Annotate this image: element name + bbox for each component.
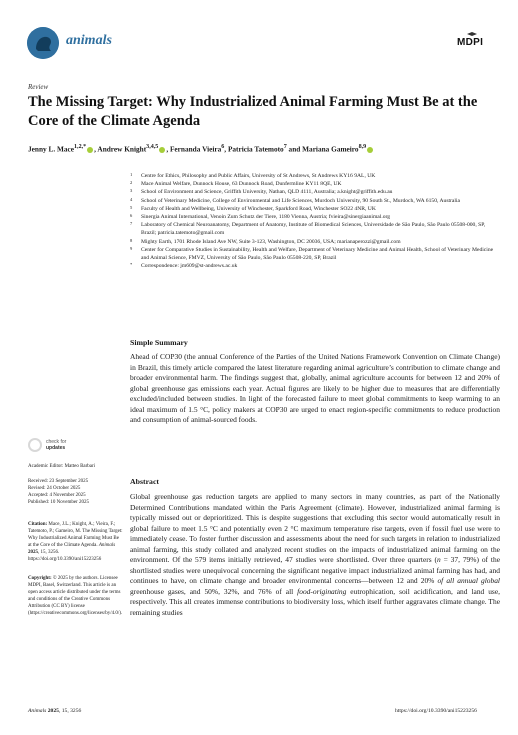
affiliation-number: 4 — [130, 196, 133, 202]
affiliation-text: Centre for Ethics, Philosophy and Public Affairs, University of St Andrews, St Andrews KY16 9AL, UK — [141, 173, 376, 179]
article-title: The Missing Target: Why Industrialized Animal Farming Must Be at the Core of the Climate Agenda — [28, 94, 478, 129]
affiliation-number: * — [130, 262, 133, 268]
abstract-text-part: greenhouse gases, and 50%, 32%, and 76% of all — [130, 586, 298, 596]
affiliation-number: 8 — [130, 237, 133, 243]
affiliation-text: School of Veterinary Medicine, College of Environmental and Life Sciences, Murdoch University, 90 South St., Murdoch, WA 6150, Australia — [141, 197, 460, 204]
affiliation-text: Laboratory of Chemical Neuroanatomy, Department of Anatomy, Institute of Biomedical Sciences, Universidade de São Paulo, São Paulo 05508-000, SP, Brazil; patricia.tatemoto@gmail.com — [141, 222, 486, 237]
affiliation-item — [130, 188, 500, 196]
date-received: Received: 23 September 2025 — [28, 479, 89, 484]
footer-year: 2025 — [47, 708, 59, 714]
date-accepted: Accepted: 4 November 2025 — [28, 493, 86, 498]
check-updates-line: updates — [46, 445, 66, 451]
simple-summary-text: Ahead of COP30 (the annual Conference of the Parties of the United Nations Framework Convention on Climate Change) in Brazil, this timely article compared the latest literature regarding animal agriculture’s contribution to climate change and broader environmental harm. The findings suggest that, globally, animal agriculture accounts for between 12 and 20% of global greenhouse gas emissions each year. Actual figures are likely to be higher due to measures that are differentially excluded/included between studies. In light of the forecasted failure to meet global commitments to keep warming to an ideal maximum of 1.5 °C, policy makers at COP30 are urged to enact region-specific commitments to reduce production and consumption of animal-sourced foods. — [130, 352, 500, 424]
citation-block — [28, 521, 123, 563]
affiliation-text: Sinergia Animal International, Venoin Zum Schutz der Tiere, 1180 Vienna, Austria; fvieira@sinergiaanimal.org — [141, 214, 391, 221]
orcid-icon[interactable] — [367, 147, 373, 153]
citation-text: Mace, J.L.; Knight, A.; Vieira, F.; Tatemoto, P.; Gameiro, M. The Missing Target: Why Industrialized Animal Farming Must Be at the Core of the Climate Agenda. — [28, 522, 123, 548]
footer-citation — [28, 708, 81, 714]
affiliation-number: 2 — [130, 180, 133, 186]
author-affil-sup: 1,2,* — [74, 144, 87, 150]
affiliation-text: Mighty Earth, 1701 Rhode Island Ave NW, Suite 3-123, Washington, DC 20036, USA; marianaperozzi@gmail.com — [141, 238, 401, 245]
author-separator: , — [224, 144, 228, 154]
correspondence-item — [130, 262, 500, 270]
academic-editor: Academic Editor: Matteo Barbari — [28, 464, 96, 469]
check-updates-label — [46, 439, 66, 451]
citation-year: 2025 — [28, 550, 38, 555]
affiliation-text: School of Environment and Science, Griffith University, Nathan, QLD 4111, Australia; a.knight@griffith.edu.au — [141, 189, 393, 196]
abstract-italic: of all annual global — [437, 576, 500, 585]
article-type: Review — [28, 83, 49, 91]
citation-journal: Animals — [98, 543, 116, 548]
author-separator: and — [286, 144, 303, 154]
journal-logo-icon — [27, 27, 59, 59]
affiliation-number: 1 — [130, 172, 133, 177]
affiliation-number: 9 — [130, 245, 133, 251]
author-affil-sup: 8,9 — [358, 144, 367, 150]
abstract-text-part: eutrophication, soil acidification, and land use, respectively. This all creates immense contributions to biodiversity loss, which itself further aggravates climate change. The remaining studies — [130, 586, 500, 617]
author-affil-sup: 3,4,5 — [146, 144, 159, 150]
orcid-icon[interactable] — [159, 147, 165, 153]
check-updates-icon — [28, 438, 42, 452]
correspondence-text[interactable]: Correspondence: jm609@st-andrews.ac.uk — [141, 263, 238, 270]
author-name[interactable]: Fernanda Vieira — [169, 144, 222, 154]
abstract-heading: Abstract — [130, 477, 160, 486]
citation-doi[interactable]: , 15, 3256. https://doi.org/10.3390/ani15223256 — [28, 550, 102, 562]
affiliation-item — [130, 205, 500, 213]
copyright-text: © 2025 by the authors. Licensee MDPI, Basel, Switzerland. This article is an open access article distributed under the terms and conditions of the Creative Commons Attribution (CC BY) license (https://creativecommons.org/licenses/by/4.0/). — [28, 576, 123, 616]
affiliation-text: Mace Animal Welfare, Dunnock House, 63 Dunnock Road, Dunfermline KY11 8QE, UK — [141, 181, 342, 188]
affiliation-text: Center for Comparative Studies in Sustainability, Health and Welfare, Department of Veterinary Medicine and Animal Health, School of Veterinary Medicine and Animal Science, FMVZ, University of São Paulo, São Paulo 05508-220, SP, Brazil — [141, 246, 494, 262]
footer-doi[interactable]: https://doi.org/10.3390/ani15223256 — [395, 708, 477, 714]
abstract-text-part: = 37, 79%) of the shortlisted studies were unequivocal concerning the significant negative impact industrialized animal farming has had, and continues to have, on climate change and broader environmental concerns—between 12 and 20% — [130, 555, 500, 585]
check-updates-line: check for — [46, 439, 67, 445]
author-name[interactable]: Patricia Tatemoto — [227, 144, 284, 154]
date-published: Published: 10 November 2025 — [28, 500, 89, 505]
affiliation-number: 6 — [130, 213, 133, 219]
abstract-text-part: Global greenhouse gas reduction targets are applied to many sectors in many countries, as part of the Nationally Determined Contributions mandated within the Paris Agreement (climate). However, industrialized animal farming is typically missed out or deprioritized. This is despite suggestions that excluding this sector would automatically result in global failure to meet 1.5 °C and potentially even 2 °C maximum temperature rise targets, even if fossil fuel use were to immediately cease. To foster further discussion and assessments about the need for such targets in relation to industrialized animal farming, this study collated and analyzed recent studies on the impacts of industrialized animal farming on the environment. Of the 579 items initially retrieved, 47 studies were shortlisted. Over three quarters ( — [130, 492, 500, 564]
simple-summary-heading: Simple Summary — [130, 338, 188, 347]
author-separator: , — [94, 144, 98, 154]
author-name[interactable]: Mariana Gameiro — [302, 144, 359, 154]
author-name[interactable]: Jenny L. Mace — [28, 144, 75, 154]
affiliation-item — [130, 172, 500, 180]
affiliation-number: 3 — [130, 188, 133, 194]
affiliations-list — [130, 172, 500, 270]
affiliation-number: 5 — [130, 204, 133, 210]
footer-volume: , 15, 3256 — [58, 708, 82, 714]
affiliation-item — [130, 246, 500, 262]
affiliation-item — [130, 180, 500, 188]
affiliation-item — [130, 213, 500, 221]
affiliation-number: 7 — [130, 221, 133, 227]
affiliation-item — [130, 238, 500, 246]
footer-journal: Animals — [28, 708, 47, 714]
author-list — [28, 144, 498, 153]
publisher-logo-text: MDPI — [457, 37, 484, 48]
author-affil-sup: 6 — [221, 144, 225, 150]
abstract-italic: food-originating — [297, 586, 347, 596]
abstract-text — [130, 492, 500, 618]
citation-label: Citation: — [28, 522, 48, 527]
author-name[interactable]: Andrew Knight — [97, 144, 147, 154]
affiliation-text: Faculty of Health and Wellbeing, University of Winchester, Sparkford Road, Winchester SO22 4NR, UK — [141, 205, 376, 212]
date-revised: Revised: 24 October 2025 — [28, 486, 81, 491]
author-separator: , — [166, 144, 170, 154]
affiliation-item — [130, 221, 500, 237]
author-affil-sup: 7 — [283, 144, 287, 150]
dates-block — [28, 478, 123, 506]
copyright-block — [28, 575, 123, 617]
affiliation-item — [130, 197, 500, 205]
orcid-icon[interactable] — [87, 147, 93, 153]
abstract-italic: n — [436, 555, 441, 564]
journal-name[interactable]: animals — [66, 33, 112, 48]
copyright-label: Copyright: — [28, 576, 52, 581]
